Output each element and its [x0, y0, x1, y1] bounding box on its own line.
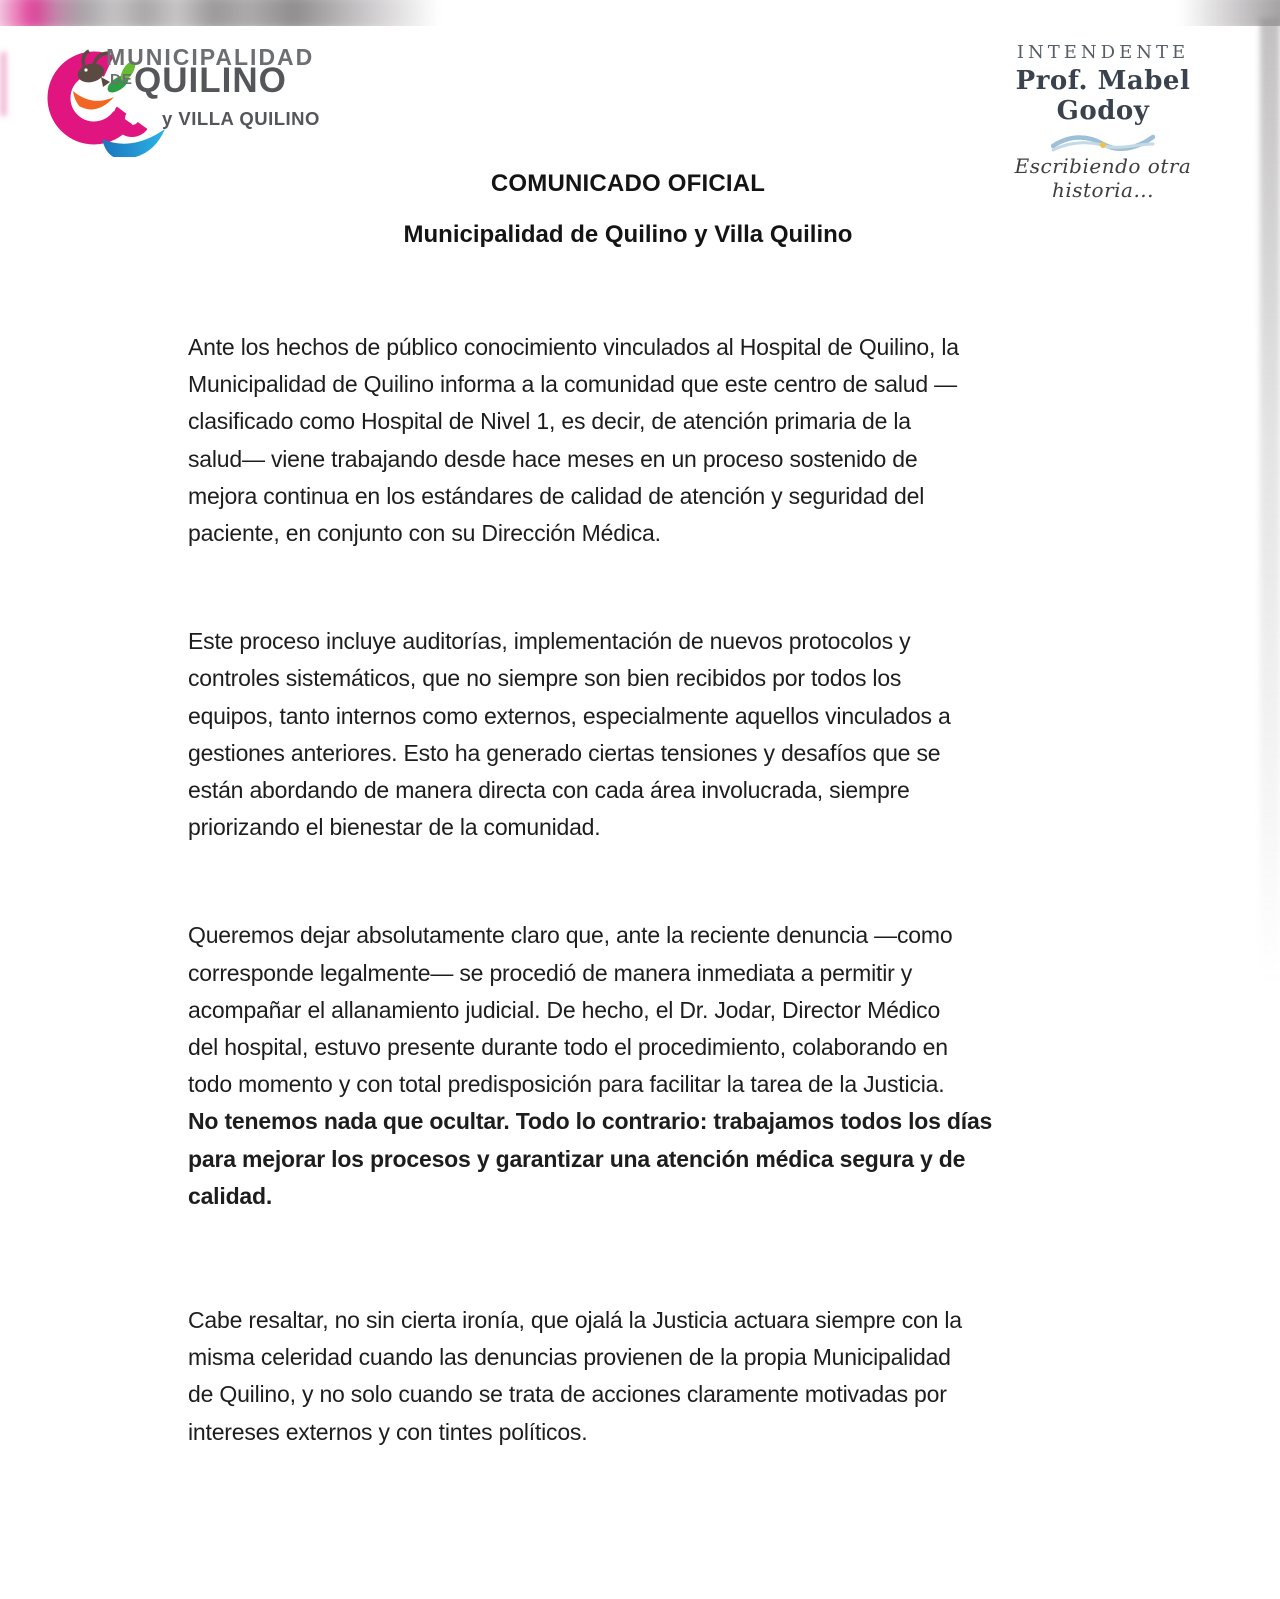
text-line: priorizando el bienestar de la comunidad. [188, 814, 601, 841]
text-line: misma celeridad cuando las denuncias provienen de la propia Municipalidad [188, 1344, 951, 1371]
sun-icon [1100, 142, 1106, 148]
text-line: controles sistemáticos, que no siempre son bien recibidos por todos los [188, 665, 902, 692]
text-line: Queremos dejar absolutamente claro que, ante la reciente denuncia —como [188, 922, 953, 949]
blur-smear-left [0, 0, 438, 26]
logo-text-municipalidad: MUNICIPALIDAD [106, 44, 315, 70]
logo-text-de: DE [110, 71, 133, 88]
paragraph [188, 1302, 1128, 1451]
text-line: Cabe resaltar, no sin cierta ironía, que ojalá la Justicia actuara siempre con la [188, 1307, 962, 1334]
text-line: para mejorar los procesos y garantizar una atención médica segura y de [188, 1145, 966, 1172]
photo-edge-pink-left [0, 52, 7, 116]
text-line: Ante los hechos de público conocimiento vinculados al Hospital de Quilino, la [188, 334, 959, 360]
logo-text-quilino: QUILINO [134, 61, 287, 100]
document-title: COMUNICADO OFICIAL [490, 170, 766, 197]
intendente-name: Prof. Mabel Godoy [1015, 66, 1191, 126]
text-line: de Quilino, y no solo cuando se trata de acciones claramente motivadas por [188, 1381, 947, 1408]
text-line: calidad. [188, 1182, 273, 1209]
photo-edge-shade-right [1260, 18, 1280, 1068]
text-line: corresponde legalmente— se procedió de manera inmediata a permitir y [188, 959, 913, 986]
text-line: equipos, tanto internos como externos, especialmente aquellos vinculados a [188, 702, 951, 729]
text-line: salud— viene trabajando desde hace meses en un proceso sostenido de [188, 445, 918, 472]
paragraph [188, 623, 1128, 846]
text-line: intereses externos y con tintes políticos. [188, 1418, 588, 1445]
photo-blur-strip [0, 0, 1280, 26]
flag-ribbon [972, 131, 1234, 153]
text-line: gestiones anteriores. Esto ha generado ciertas tensiones y desafíos que se [188, 739, 941, 766]
text-line: mejora continua en los estándares de calidad de atención y seguridad del [188, 482, 925, 509]
text-line: clasificado como Hospital de Nivel 1, es decir, de atención primaria de la [188, 408, 911, 435]
document-subtitle: Municipalidad de Quilino y Villa Quilino [403, 221, 853, 248]
text-line: del hospital, estuvo presente durante todo el procedimiento, colaborando en [188, 1034, 948, 1061]
paragraph [188, 329, 1128, 552]
orange-crescent-icon [73, 91, 114, 109]
text-line: acompañar el allanamiento judicial. De hecho, el Dr. Jodar, Director Médico [188, 996, 941, 1023]
logo-text-villa-quilino: y VILLA QUILINO [162, 108, 320, 129]
text-line: todo momento y con total predisposición para facilitar la tarea de la Justicia. [188, 1071, 945, 1098]
document-body [188, 329, 1128, 1522]
intendente-title: INTENDENTE [1016, 42, 1190, 63]
text-line: No tenemos nada que ocultar. Todo lo contrario: trabajamos todos los días [188, 1108, 993, 1135]
slogan-script: Escribiendo otra historia... [1014, 154, 1192, 202]
text-line: paciente, en conjunto con su Dirección Médica. [188, 520, 661, 547]
paragraph [188, 917, 1128, 1215]
text-line: Este proceso incluye auditorías, implementación de nuevos protocolos y [188, 628, 911, 655]
text-line: están abordando de manera directa con cada área involucrada, siempre [188, 777, 910, 804]
flag-ribbon-icon [1051, 131, 1155, 155]
text-line: Municipalidad de Quilino informa a la comunidad que este centro de salud — [188, 371, 957, 398]
